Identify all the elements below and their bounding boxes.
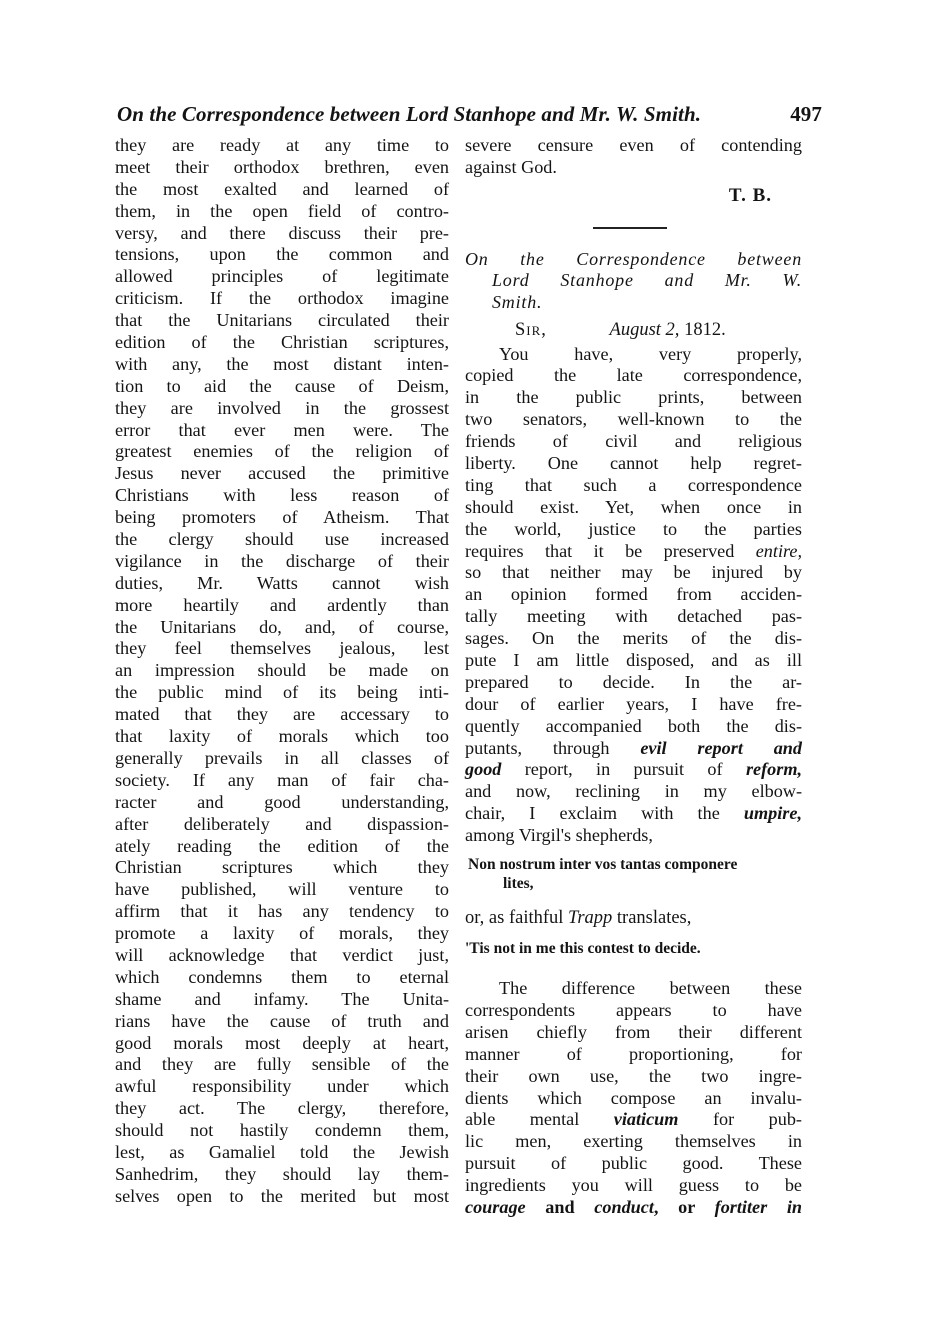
paragraph-line: arisen chiefly from their different [465,1021,802,1042]
paragraph-line: Christian scriptures which they [115,857,449,878]
paragraph-line: dour of earlier years, I have fre- [465,693,802,714]
paragraph-line: their own use, the two ingre- [465,1065,802,1086]
emphasis-courage: courage [465,1196,526,1217]
latin-verse [465,855,802,893]
emphasis-evil-report: evil report and [640,737,802,758]
paragraph-line: and they are fully sensible of the [115,1054,449,1075]
paragraph-line [465,1197,802,1219]
paragraph-line: Jesus never accused the primitive [115,463,449,484]
verse-translation: 'Tis not in me this contest to decide. [465,940,701,958]
date-month-day: August 2, [609,319,680,340]
text-run: or, as faithful [465,908,564,929]
section-divider [593,227,667,229]
paragraph-line: ting that such a correspondence [465,474,802,495]
paragraph-line: liberty. One cannot help regret- [465,453,802,474]
paragraph-line: they act. The clergy, therefore, [115,1098,449,1119]
paragraph-line: promote a laxity of morals, they [115,923,449,944]
left-column [115,135,449,1208]
paragraph-line: The difference between these [499,978,802,999]
emphasis-good-report: good [465,759,502,780]
paragraph-line: they are ready at any time to [115,135,449,155]
paragraph-line: among Virgil's shepherds, [465,825,653,846]
text-run: , or [653,1196,695,1217]
paragraph-line: which condemns them to eternal [115,966,449,987]
text-run: requires that it be preserved [465,540,735,561]
signature: T. B. [728,184,772,206]
emphasis-umpire: umpire, [743,803,802,824]
right-column [465,135,802,1219]
translation-intro [465,908,802,932]
paragraph-line: the Unitarians do, and, of course, [115,616,449,637]
article-heading [465,249,802,314]
paragraph-line: affirm that it has any tendency to [115,901,449,922]
paragraph-line [465,738,802,760]
paragraph-line: the most exalted and learned of [115,178,449,199]
running-head [117,100,822,130]
paragraph-line: vigilance in the discharge of their [115,550,449,571]
paragraph-line: that the Unitarians circulated their [115,310,449,331]
text-run: report, in pursuit of [524,759,723,780]
paragraph-line: shame and infamy. The Unita- [115,988,449,1009]
paragraph-line: so that neither may be injured by [465,562,802,583]
paragraph-line: mated that they are accessary to [115,704,449,725]
paragraph-line: should exist. Yet, when once in [465,496,802,517]
paragraph-line [465,803,802,825]
paragraph-line: prepared to decide. In the ar- [465,671,802,692]
paragraph-line: will acknowledge that verdict just, [115,944,449,965]
paragraph-line: ately reading the edition of the [115,835,449,856]
paragraph-line: have published, will venture to [115,879,449,900]
translator-name: Trapp [568,908,613,929]
paragraph-line: versy, and there discuss their pre- [115,222,449,243]
text-run: able mental [465,1109,580,1130]
paragraph-line: awful responsibility under which [115,1076,449,1097]
paragraph-line: meet their orthodox brethren, even [115,156,449,177]
letter-date [610,320,726,342]
paragraph-line: ingredients you will guess to be [465,1175,802,1196]
paragraph-line [465,1109,802,1131]
date-year: 1812. [684,319,726,340]
verse-line: Non nostrum inter vos tantas componere [468,856,738,874]
paragraph-line: error that ever men were. The [115,419,449,440]
letter-paragraph-1 [465,344,802,847]
paragraph-line: should not hastily condemn them, [115,1120,449,1141]
text-run: and [545,1196,575,1217]
verse-line: lites, [503,875,534,893]
paragraph-line: pursuit of public good. These [465,1153,802,1174]
paragraph-line: and now, reclining in my elbow- [465,781,802,802]
paragraph-line: they are involved in the grossest [115,397,449,418]
paragraph-line: after deliberately and dispassion- [115,813,449,834]
letter-salutation [465,320,802,344]
paragraph-line: greatest enemies of the religion of [115,441,449,462]
paragraph-line: copied the late correspondence, [465,365,802,386]
paragraph-line: tion to aid the cause of Deism, [115,375,449,396]
paragraph-line: that laxity of morals which too [115,726,449,747]
paragraph-line: they feel themselves jealous, lest [115,638,449,659]
paragraph-line: them, in the open field of contro- [115,200,449,221]
paragraph-line [465,759,802,781]
article-heading-line: On the Correspondence between [465,248,802,269]
paragraph-line: more heartily and ardently than [115,594,449,615]
paragraph-line: Sanhedrim, they should lay them- [115,1163,449,1184]
continuation-line: severe censure even of contending [465,135,802,155]
letter-paragraph-2 [465,978,802,1219]
paragraph-line: an opinion formed from acciden- [465,584,802,605]
text-run: putants, through [465,737,610,758]
emphasis-entire: entire, [755,540,803,561]
paragraph-line: tally meeting with detached pas- [465,606,802,627]
paragraph-line: lest, as Gamaliel told the Jewish [115,1141,449,1162]
emphasis-reform: reform, [745,759,803,780]
emphasis-fortiter-in: fortiter in [714,1196,803,1217]
left-column-text [115,135,449,1208]
paragraph-line: rians have the cause of truth and [115,1010,449,1031]
article-heading-line: Lord Stanhope and Mr. W. [492,270,802,291]
paragraph-line: You have, very properly, [499,343,802,364]
continuation-line: against God. [465,156,557,177]
paragraph-line: good morals most deeply at heart, [115,1032,449,1053]
paragraph-line: sages. On the merits of the dis- [465,628,802,649]
paragraph-line: tensions, upon the common and [115,244,449,265]
paragraph-line: being promoters of Atheism. That [115,507,449,528]
paragraph-line [465,541,802,563]
paragraph-line: an impression should be made on [115,660,449,681]
running-head-title: On the Correspondence between Lord Stanhope and Mr. W. Smith. [117,102,702,126]
page-number: 497 [790,102,822,126]
paragraph-line: pute I am little disposed, and as ill [465,650,802,671]
paragraph-line: the world, justice to the parties [465,518,802,539]
emphasis-conduct: conduct [594,1196,654,1217]
paragraph-line: in the public prints, between [465,387,802,408]
emphasis-viaticum: viaticum [613,1109,679,1130]
paragraph-line: society. If any man of fair cha- [115,769,449,790]
paragraph-line: duties, Mr. Watts cannot wish [115,572,449,593]
text-run: chair, I exclaim with the [465,803,720,824]
paragraph-line: the public mind of its being inti- [115,682,449,703]
paragraph-line: selves open to the merited but most [115,1185,449,1206]
paragraph-line: friends of civil and religious [465,431,802,452]
paragraph-line: criticism. If the orthodox imagine [115,288,449,309]
paragraph-line: the clergy should use increased [115,529,449,550]
paragraph-line: lic men, exerting themselves in [465,1131,802,1152]
paragraph-line: with any, the most distant inten- [115,353,449,374]
paragraph-line: allowed principles of legitimate [115,266,449,287]
article-heading-line: Smith. [492,291,543,312]
text-run: for pub- [712,1109,802,1130]
paragraph-line: two senators, well-known to the [465,409,802,430]
paragraph-line: dients which compose an invalu- [465,1087,802,1108]
paragraph-line: correspondents appears to have [465,999,802,1020]
salutation-sir: Sir, [515,319,547,340]
paragraph-line: racter and good understanding, [115,791,449,812]
paragraph-line: generally prevails in all classes of [115,747,449,768]
paragraph-line: quently accompanied both the dis- [465,715,802,736]
text-run: translates, [616,908,692,929]
paragraph-line: manner of proportioning, for [465,1043,802,1064]
paragraph-line: edition of the Christian scriptures, [115,332,449,353]
paragraph-line: Christians with less reason of [115,485,449,506]
